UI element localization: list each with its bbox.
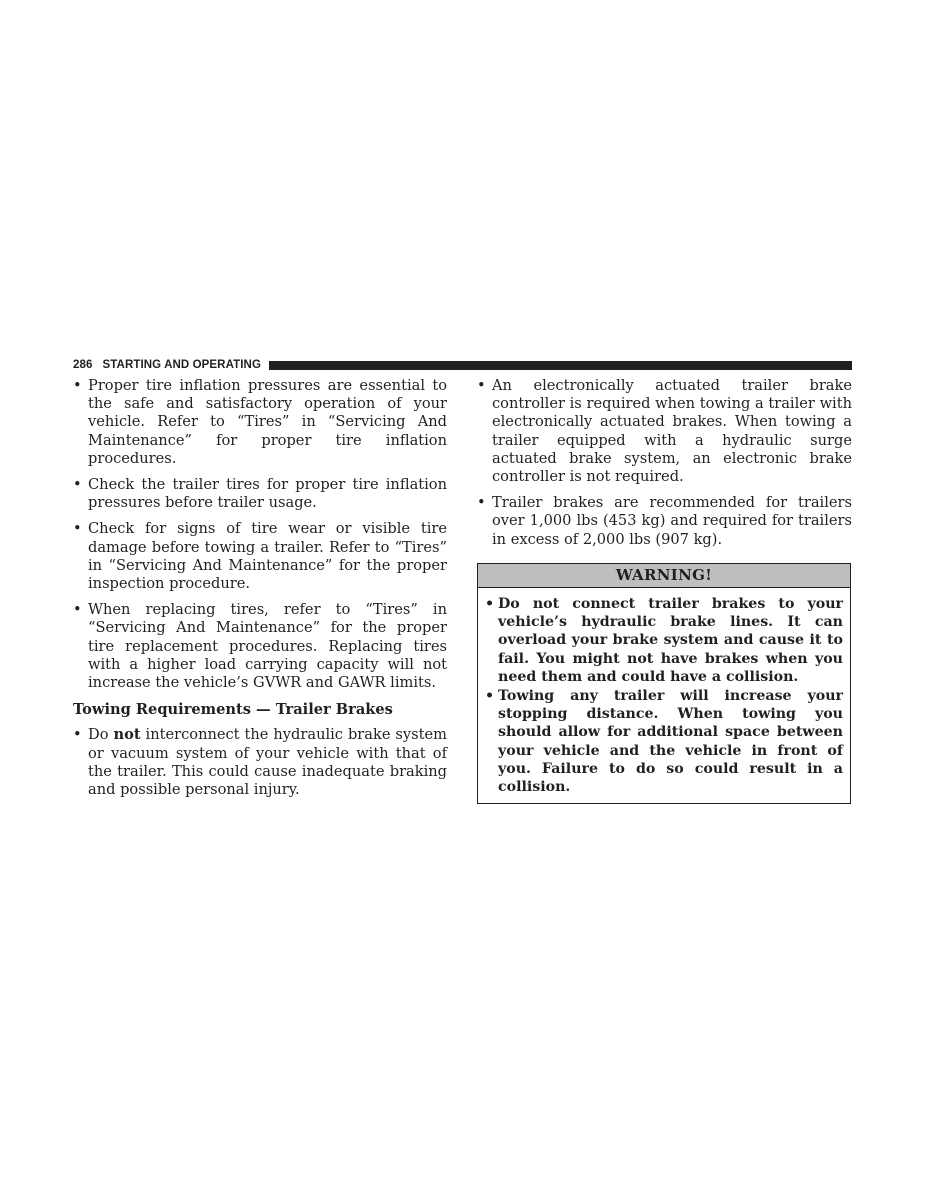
list-item [485, 687, 843, 796]
list-item [73, 601, 447, 692]
warning-text: Do not connect trailer brakes to your vehicle’s hydraulic brake lines. It can overload your brake system and cause it to fail. You might not have brakes when you need them and could have a collision. [498, 596, 843, 685]
right-column [477, 377, 852, 804]
list-item [73, 377, 447, 468]
warning-box [477, 563, 851, 804]
bullet-icon: • [485, 688, 495, 705]
section-subheading: Towing Requirements — Trailer Brakes [73, 701, 393, 719]
page-number: 286 [73, 359, 93, 371]
tire-bullet-list [73, 377, 447, 692]
brake-text-before: Do [88, 726, 114, 744]
bullet-icon: • [485, 596, 495, 613]
bullet-icon: • [477, 494, 486, 512]
bullet-text: Check the trailer tires for proper tire inflation pressures before trailer usage. [88, 476, 447, 512]
list-item [73, 726, 447, 799]
bullet-icon: • [73, 377, 82, 394]
header-rule [269, 361, 852, 370]
brake-text-after: interconnect the hydraulic brake system or vacuum system of your vehicle with that of the trailer. This could cause inadequate braking and possible personal injury. [88, 726, 447, 799]
brake-text-emphasis: not [113, 726, 141, 744]
bullet-icon: • [73, 601, 82, 619]
warning-text: Towing any trailer will increase your stopping distance. When towing you should allow for additional space between your vehicle and the vehicle in front of you. Failure to do so could result in a collision. [498, 688, 843, 796]
bullet-icon: • [73, 726, 82, 744]
warning-title: WARNING! [478, 564, 850, 588]
left-column [73, 377, 447, 807]
bullet-icon: • [73, 520, 82, 538]
list-item [477, 377, 852, 486]
section-title: STARTING AND OPERATING [102, 359, 262, 371]
bullet-text: An electronically actuated trailer brake controller is required when towing a trailer with electronically actuated brakes. When towing a trailer equipped with a hydraulic surge actuated brake system, an electronic brake controller is not required. [492, 377, 852, 486]
list-item [477, 494, 852, 549]
bullet-text: Check for signs of tire wear or visible tire damage before towing a trailer. Refer to “Tires” in “Servicing And Maintenance” for the proper inspection procedure. [88, 520, 447, 593]
controller-bullet-list [477, 377, 852, 549]
bullet-text: Proper tire inflation pressures are essential to the safe and satisfactory operation of your vehicle. Refer to “Tires” in “Servicing And Maintenance” for proper tire inflation procedures. [88, 377, 447, 467]
page-header [73, 358, 852, 372]
warning-list [485, 595, 843, 796]
bullet-icon: • [477, 377, 486, 394]
warning-body [478, 588, 850, 803]
bullet-text: Trailer brakes are recommended for trailers over 1,000 lbs (453 kg) and required for trailers in excess of 2,000 lbs (907 kg). [492, 494, 852, 548]
brake-bullet-list [73, 726, 447, 799]
bullet-icon: • [73, 476, 82, 494]
bullet-text: When replacing tires, refer to “Tires” in “Servicing And Maintenance” for the proper tire replacement procedures. Replacing tires with a higher load carrying capacity will not increase the vehicle’s GVWR and GAWR limits. [88, 601, 447, 692]
list-item [73, 476, 447, 512]
list-item [73, 520, 447, 593]
list-item [485, 595, 843, 686]
